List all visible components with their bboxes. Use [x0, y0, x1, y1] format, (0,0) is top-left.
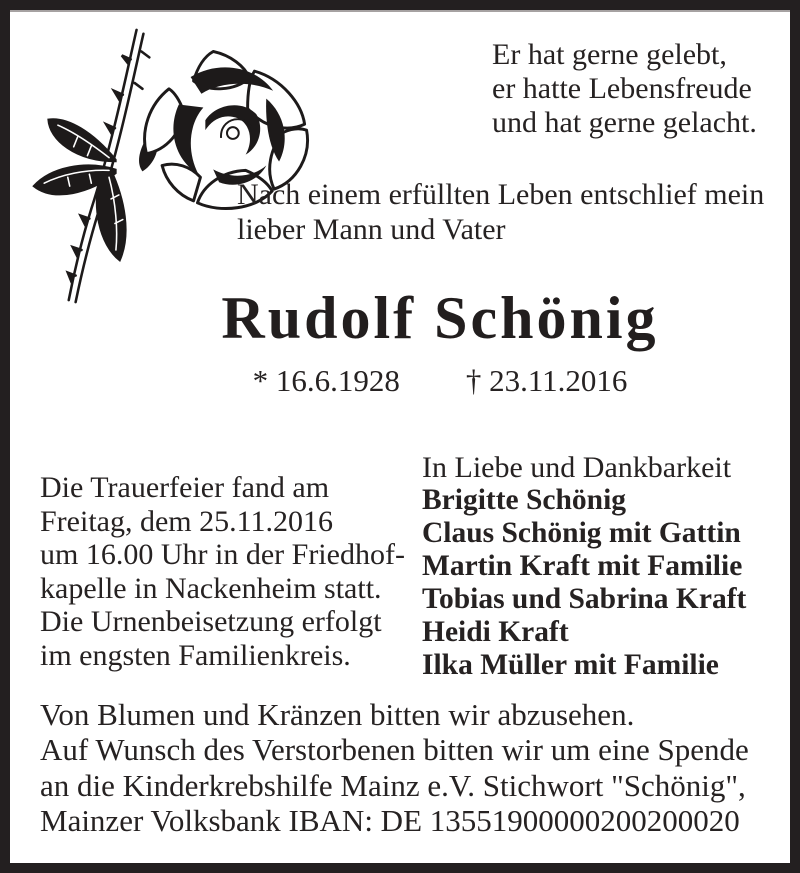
donation-line: an die Kinderkrebshilfe Mainz e.V. Stichwort "Schönig", [40, 767, 746, 803]
quote-line: Er hat gerne gelebt, [492, 38, 727, 71]
mourners-block [422, 451, 746, 682]
service-line: Die Trauerfeier fand am [40, 471, 330, 504]
intro-text [237, 177, 764, 247]
mourner-name: Heidi Kraft [422, 616, 569, 648]
mourner-name: Brigitte Schönig [422, 484, 627, 516]
opening-quote [492, 38, 757, 140]
service-line: Freitag, dem 25.11.2016 [40, 504, 334, 538]
service-line: im engsten Familienkreis. [40, 638, 351, 672]
rose-icon [18, 22, 318, 307]
birth-date: * 16.6.1928 [252, 363, 400, 398]
quote-line: er hatte Lebensfreude [492, 72, 752, 105]
service-line: kapelle in Nackenheim statt. [40, 571, 382, 605]
life-dates [100, 363, 780, 399]
mourner-name: Claus Schönig mit Gattin [422, 517, 741, 549]
donation-notice [40, 697, 749, 839]
quote-line: und hat gerne gelacht. [492, 106, 757, 139]
intro-line: lieber Mann und Vater [237, 213, 506, 246]
service-line: um 16.00 Uhr in der Friedhof- [40, 538, 405, 571]
mourner-names [422, 484, 746, 682]
deceased-name: Rudolf Schönig [221, 285, 659, 351]
mourner-name: Ilka Müller mit Familie [422, 649, 719, 681]
service-line: Die Urnenbeisetzung erfolgt [40, 605, 382, 638]
service-info [40, 471, 405, 672]
death-date: † 23.11.2016 [465, 363, 628, 398]
condolence-heading: In Liebe und Dankbarkeit [422, 451, 732, 484]
donation-line: Mainzer Volksbank IBAN: DE 13551900000200200020 [40, 803, 740, 839]
donation-line: Auf Wunsch des Verstorbenen bitten wir um eine Spende [40, 732, 749, 768]
mourner-name: Martin Kraft mit Familie [422, 550, 743, 582]
intro-line: Nach einem erfüllten Leben entschlief mein [237, 178, 765, 211]
donation-line: Von Blumen und Kränzen bitten wir abzusehen. [40, 697, 635, 732]
mourner-name: Tobias und Sabrina Kraft [422, 583, 747, 615]
scan-artifact-line [10, 10, 790, 12]
